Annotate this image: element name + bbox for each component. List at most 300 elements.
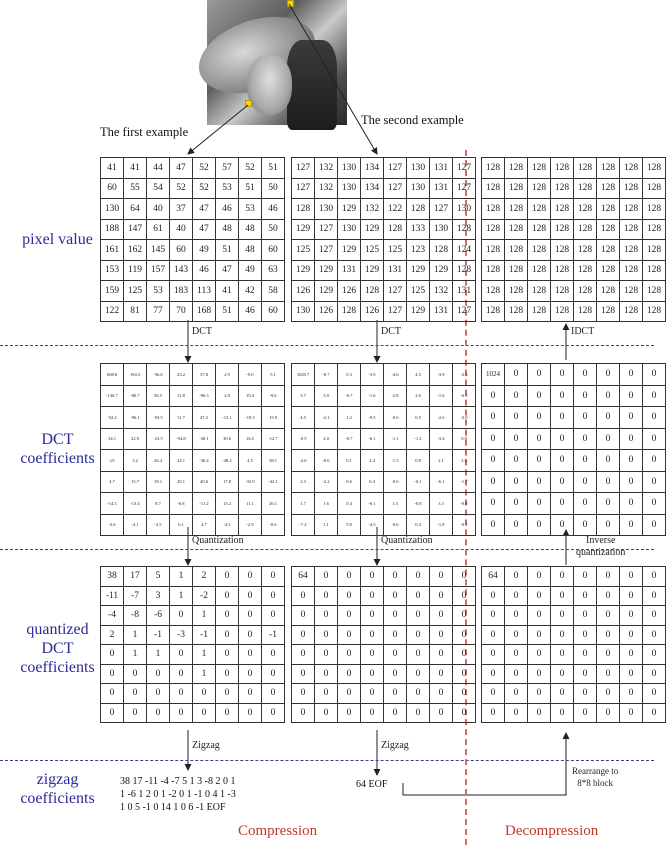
grid-cell: 0 [551,645,574,665]
grid-row [292,364,476,386]
grid-cell: 128 [361,281,384,302]
grid-cell: -3 [170,625,193,645]
grid-cell: 129 [430,260,453,281]
grid-cell: 126 [292,281,315,302]
grid-cell: 29.1 [170,471,193,493]
grid-cell: 0 [643,703,666,723]
zigzag-step-label-2: Zigzag [381,740,409,751]
grid-row [101,567,285,587]
grid-cell: 46 [193,260,216,281]
grid-row [292,645,476,665]
grid-row [292,514,476,536]
grid-cell: 128 [482,199,505,220]
grid-cell: -2.2 [315,471,338,493]
grid-cell: 131 [453,281,476,302]
grid-row [482,178,666,199]
grid-cell: 0 [597,586,620,606]
zigzag-first-line2: 1 -6 1 2 0 1 -2 0 1 -1 0 4 1 -3 [120,789,236,800]
grid-cell: 0 [597,471,620,493]
grid-cell: 126 [361,301,384,322]
grid-row [101,664,285,684]
grid-cell: 0 [482,450,505,472]
grid-cell: 51 [216,301,239,322]
grid-cell: 38.1 [262,450,285,472]
grid-cell: 0 [262,664,285,684]
rearrange-line1: Rearrange to [572,766,619,776]
grid-cell: -0.1 [361,493,384,515]
grid-cell: 0 [292,684,315,704]
grid-cell: -0.5 [292,428,315,450]
zigzag-first-line1: 38 17 -11 -4 -7 5 1 3 -8 2 0 1 [120,776,236,787]
grid-cell: 5.0 [338,514,361,536]
grid-cell: 128 [620,240,643,261]
grid-cell: 0 [482,514,505,536]
grid-cell: 128 [643,219,666,240]
grid-cell: 3.3 [430,493,453,515]
grid-cell: -1 [262,625,285,645]
grid-cell: -1 [193,625,216,645]
grid-cell: 41 [101,158,124,179]
grid-row [101,450,285,472]
grid-cell: 0 [147,703,170,723]
grid-cell: -7 [124,586,147,606]
grid-row [482,493,666,515]
grid-row [482,364,666,386]
grid-cell: 0 [551,493,574,515]
grid-row [292,703,476,723]
grid-cell: 1.6 [315,493,338,515]
grid-row [482,158,666,179]
grid-cell: 48 [216,219,239,240]
grid-cell: 132 [430,281,453,302]
grid-cell: 1 [170,586,193,606]
rearrange-label [572,765,618,789]
grid-cell: 122 [384,199,407,220]
grid-cell: -6.8 [170,493,193,515]
grid-cell: -23.5 [147,428,170,450]
grid-cell: 0 [505,493,528,515]
grid-row [101,514,285,536]
grid-cell: 2.0 [315,428,338,450]
grid-cell: 5.1 [262,364,285,386]
grid-cell: 129 [361,219,384,240]
grid-cell: 0 [574,606,597,626]
grid-cell: 133 [407,219,430,240]
grid-cell: 0 [597,364,620,386]
grid-cell: 0 [292,645,315,665]
grid-cell: 54 [147,178,170,199]
grid-cell: 0 [505,645,528,665]
grid-row [292,385,476,407]
grid-cell: 46 [262,199,285,220]
grid-cell: 128 [643,178,666,199]
grid-cell: 0 [574,567,597,587]
grid-cell: 127 [315,219,338,240]
grid-cell: 130 [315,199,338,220]
grid-row [292,428,476,450]
grid-row [101,281,285,302]
grid-cell: 128 [551,199,574,220]
grid-cell: 47.2 [193,407,216,429]
grid-cell: 0 [551,364,574,386]
grid-cell: 128 [574,199,597,220]
grid-cell: 1.2 [338,407,361,429]
grid-cell: 0 [643,664,666,684]
dct-grid-third [481,363,666,536]
grid-cell: 128 [482,219,505,240]
grid-cell: 4.5 [407,364,430,386]
grid-cell: 0 [482,407,505,429]
grid-cell: 2.0 [216,385,239,407]
grid-cell: 0 [528,514,551,536]
grid-cell: 0 [551,703,574,723]
dct-label-line1: DCT [41,431,74,448]
grid-cell: 26.1 [262,493,285,515]
grid-cell: 147 [124,219,147,240]
grid-cell: -7.2 [292,514,315,536]
grid-cell: 0 [292,625,315,645]
grid-cell: 0 [528,625,551,645]
grid-cell: -13.4 [124,493,147,515]
grid-cell: -9.6 [262,385,285,407]
grid-cell: 0 [528,407,551,429]
grid-row [292,178,476,199]
grid-cell: 157 [147,260,170,281]
grid-cell: 0 [574,428,597,450]
grid-cell: 0 [597,493,620,515]
grid-cell: 161 [101,240,124,261]
grid-cell: 128 [551,158,574,179]
grid-cell: 81 [124,301,147,322]
grid-cell: 125 [384,240,407,261]
grid-cell: 0 [505,664,528,684]
grid-row [482,514,666,536]
quant-label-line1: quantized [26,621,89,638]
grid-cell: 0 [505,450,528,472]
grid-cell: 129 [315,281,338,302]
grid-cell: 11.8 [170,385,193,407]
grid-cell: 130 [407,158,430,179]
grid-cell: 0 [551,514,574,536]
grid-cell: 0 [384,664,407,684]
grid-cell: 128 [620,199,643,220]
grid-cell: 0 [407,645,430,665]
grid-cell: 2.9 [216,364,239,386]
grid-cell: 4.7 [101,471,124,493]
grid-cell: 0 [239,567,262,587]
grid-cell: 128 [643,260,666,281]
grid-cell: 0 [482,684,505,704]
dct-step-label-1: DCT [192,326,212,337]
grid-cell: 128 [597,199,620,220]
pixel-grid-first [100,157,285,322]
pixel-value-label: pixel value [22,231,93,248]
grid-cell: 0 [643,625,666,645]
grid-cell: 128 [338,301,361,322]
grid-cell: -1.7 [453,471,476,493]
grid-cell: 126 [315,301,338,322]
grid-row [292,493,476,515]
grid-cell: 0 [574,586,597,606]
grid-cell: 1 [124,625,147,645]
grid-row [101,178,285,199]
grid-cell: -6 [147,606,170,626]
dct-step-label-2: DCT [381,326,401,337]
grid-cell: -0.6 [384,471,407,493]
grid-cell: -6.3 [453,385,476,407]
grid-cell: 0 [124,703,147,723]
grid-cell: 0 [430,606,453,626]
grid-cell: 49 [239,260,262,281]
grid-cell: 0 [361,684,384,704]
grid-cell: 2 [193,567,216,587]
grid-cell: 60 [101,178,124,199]
grid-cell: 128 [505,199,528,220]
grid-cell: 0 [384,606,407,626]
grid-cell: 16.5 [239,428,262,450]
grid-cell: -6.1 [361,428,384,450]
grid-cell: 52 [170,178,193,199]
grid-cell: 3.7 [292,385,315,407]
grid-cell: 128 [482,260,505,281]
grid-cell: 130 [430,219,453,240]
grid-cell: 0 [643,645,666,665]
grid-cell: -2.8 [384,385,407,407]
grid-cell: 0 [384,703,407,723]
grid-cell: 0.4 [338,493,361,515]
grid-cell: 0 [292,703,315,723]
grid-cell: -12.7 [262,428,285,450]
grid-cell: -30.1 [193,428,216,450]
grid-cell: 130 [407,178,430,199]
grid-cell: 41 [124,158,147,179]
grid-cell: 17 [124,567,147,587]
inverse-quantization-label [576,535,625,559]
grid-cell: 0 [430,625,453,645]
grid-cell: 6.1 [170,514,193,536]
grid-cell: 0 [216,586,239,606]
grid-cell: 0 [643,567,666,587]
grid-cell: 2.6 [407,385,430,407]
grid-cell: 129 [407,301,430,322]
grid-cell: 0 [338,645,361,665]
grid-cell: 0 [620,625,643,645]
grid-cell: 0 [551,407,574,429]
grid-cell: 0 [453,645,476,665]
grid-cell: 128 [482,158,505,179]
grid-cell: 127 [453,158,476,179]
grid-row [101,471,285,493]
dct-grid-first [100,363,285,536]
grid-cell: -19.3 [239,407,262,429]
grid-cell: 0 [384,567,407,587]
grid-cell: 0 [315,586,338,606]
grid-row [292,219,476,240]
grid-cell: -54.8 [170,428,193,450]
grid-cell: 52 [239,158,262,179]
grid-row [482,428,666,450]
grid-cell: 0 [482,493,505,515]
grid-cell: 0 [315,625,338,645]
grid-cell: 0 [551,450,574,472]
grid-row [292,281,476,302]
grid-cell: 0 [147,684,170,704]
first-example-caption: The first example [100,125,189,139]
grid-cell: 0 [124,664,147,684]
quant-grid-third [481,566,666,723]
grid-cell: 0 [620,493,643,515]
grid-cell: 0 [361,567,384,587]
grid-cell: 0 [528,684,551,704]
quantization-label-2: Quantization [381,535,433,546]
grid-cell: 0 [482,586,505,606]
grid-cell: 0 [482,606,505,626]
grid-cell: 56.5 [147,385,170,407]
grid-cell: 127 [292,178,315,199]
grid-row [101,645,285,665]
grid-cell: 128 [597,260,620,281]
grid-cell: -4.5 [216,514,239,536]
grid-cell: 11.7 [170,407,193,429]
grid-cell: 128 [528,158,551,179]
grid-cell: 0 [453,606,476,626]
quantization-label-1: Quantization [192,535,244,546]
grid-cell: -1.1 [384,428,407,450]
grid-cell: 129 [338,240,361,261]
grid-cell: 17.8 [216,471,239,493]
grid-cell: 0 [620,606,643,626]
grid-cell: 0 [193,703,216,723]
grid-cell: 0 [338,703,361,723]
grid-cell: 0 [407,684,430,704]
grid-cell: 0 [643,407,666,429]
grid-cell: 38 [101,567,124,587]
grid-cell: 47 [216,260,239,281]
grid-cell: 0 [384,645,407,665]
grid-cell: 1 [170,567,193,587]
grid-cell: 128 [528,178,551,199]
grid-cell: 129 [338,199,361,220]
grid-cell: -96.1 [124,407,147,429]
grid-cell: 0 [292,606,315,626]
grid-cell: 128 [620,260,643,281]
grid-cell: 0 [407,586,430,606]
grid-row [101,586,285,606]
grid-cell: 0 [239,606,262,626]
grid-cell: 0 [620,703,643,723]
grid-cell: 0 [338,664,361,684]
grid-cell: 0 [528,664,551,684]
grid-cell: 60 [170,240,193,261]
grid-cell: 60 [262,240,285,261]
grid-cell: -0.7 [338,385,361,407]
pixel-grid-third [481,157,666,322]
grid-cell: 58 [262,281,285,302]
grid-cell: -2.9 [239,514,262,536]
grid-cell: 0 [216,645,239,665]
grid-cell: -1.8 [430,514,453,536]
grid-cell: -2.1 [315,407,338,429]
grid-cell: 0 [262,684,285,704]
grid-cell: 0 [338,684,361,704]
grid-cell: 0 [597,407,620,429]
grid-cell: -3.9 [361,364,384,386]
grid-cell: 50 [262,178,285,199]
grid-cell: -2 [193,586,216,606]
grid-cell: 143 [170,260,193,281]
grid-cell: 0 [407,625,430,645]
grid-cell: 128 [574,281,597,302]
grid-row [101,684,285,704]
grid-cell: 0 [551,428,574,450]
grid-cell: 128 [551,301,574,322]
grid-cell: 0.5 [407,407,430,429]
grid-cell: -1.3 [384,450,407,472]
grid-cell: 128 [505,301,528,322]
grid-cell: 128 [597,178,620,199]
grid-cell: 0 [170,664,193,684]
grid-cell: 0 [407,567,430,587]
grid-cell: 128 [528,301,551,322]
grid-cell: 128 [505,158,528,179]
grid-cell: 0 [430,664,453,684]
grid-cell: 130 [292,301,315,322]
grid-cell: -4 [101,606,124,626]
grid-cell: 1.1 [315,514,338,536]
grid-cell: 128 [453,219,476,240]
grid-cell: 128 [643,158,666,179]
grid-cell: 0 [620,428,643,450]
grid-cell: -1.6 [430,385,453,407]
grid-cell: 1029.7 [292,364,315,386]
grid-cell: 128 [574,240,597,261]
grid-cell: 0 [551,385,574,407]
grid-cell: 0 [482,471,505,493]
grid-cell: 128 [407,199,430,220]
grid-cell: 0 [315,664,338,684]
grid-cell: 30.6 [216,428,239,450]
grid-cell: 0 [482,385,505,407]
grid-cell: 53 [216,178,239,199]
grid-cell: 46 [239,301,262,322]
grid-cell: 0 [338,625,361,645]
grid-cell: 18.1 [147,471,170,493]
grid-cell: 0 [574,514,597,536]
grid-cell: 0 [101,703,124,723]
grid-cell: 0 [101,684,124,704]
grid-cell: 0 [528,450,551,472]
grid-cell: -3.9 [430,364,453,386]
grid-cell: -11.2 [193,493,216,515]
grid-cell: -33.9 [239,471,262,493]
grid-cell: 128 [597,240,620,261]
grid-cell: 0.8 [407,450,430,472]
grid-cell: 128 [620,219,643,240]
grid-cell: 1 [124,645,147,665]
grid-cell: 64 [124,199,147,220]
grid-cell: 51 [216,240,239,261]
grid-cell: 52 [193,158,216,179]
grid-cell: 0 [574,450,597,472]
zigzag-first-line3: 1 0 5 -1 0 14 1 0 6 -1 EOF [120,802,226,813]
grid-cell: -0.6 [384,514,407,536]
grid-cell: 128 [528,281,551,302]
grid-cell: 51 [239,178,262,199]
grid-cell: 128 [384,219,407,240]
grid-cell: 162 [124,240,147,261]
grid-cell: 128 [643,281,666,302]
grid-cell: -80.7 [124,385,147,407]
